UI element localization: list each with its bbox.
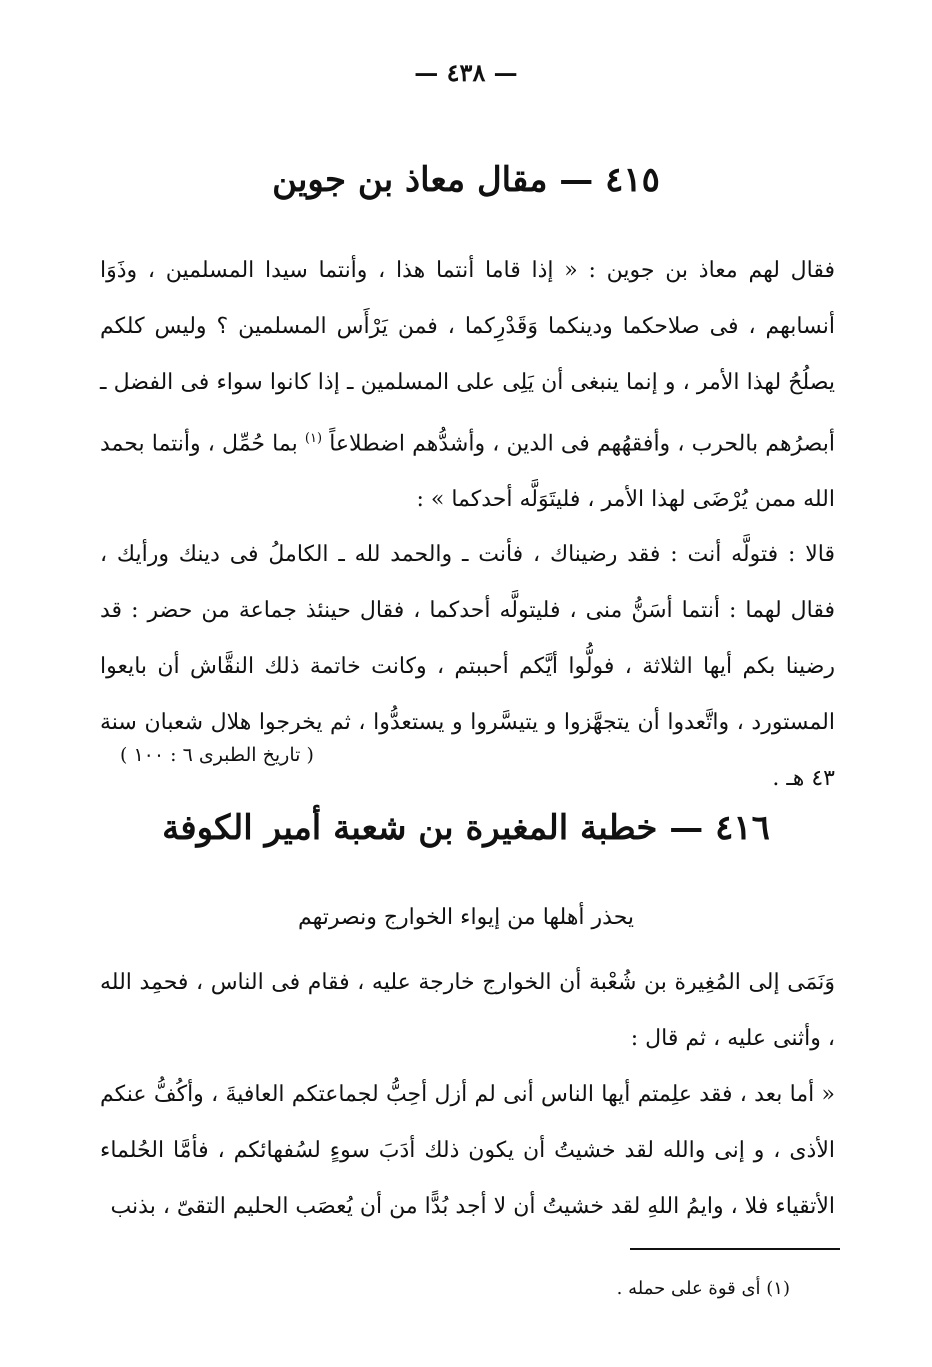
source-citation: ( تاريخ الطبرى ٦ : ١٠٠ ) — [120, 744, 314, 766]
paragraph-sermon: « أما بعد ، فقد علِمتم أيها الناس أنى لم أزل أحِبُّ لجماعتكم العافيةَ ، وأكُفُّ عنكم الأذى ، و إنى والله لقد خشيتُ أن يكون ذلك أدَبَ سوءٍ لسُفهائكم ، فأمَّا الحُلماء الأتقياء فلا ، وايمُ اللهِ لقد خشيتُ أن لا أجد بُدًّا من أن يُعصَب الحليم التقىّ ، بذنب — [100, 1082, 835, 1219]
paragraph-text: فقال لهم معاذ بن جوين : « إذا قاما أنتما هذا ، وأنتما سيدا المسلمين ، وذَوَا أنسابهم ، فى صلاحكما ودينكما وَقَدْرِكما ، فمن يَرْأَس المسلمين ؟ وليس كلكم يصلُحُ لهذا الأمر ، و إنما ينبغى أن يَلِى على المسلمين ـ إذا كانوا سواء فى الفضل ـ أبصرُهم بالحرب ، وأفقهُهم فى الدين ، وأشدُّهم اضطلاعاً — [100, 258, 835, 457]
paragraph-intro: وَنَمَى إلى المُغِيرة بن شُعْبة أن الخوارج خارجة عليه ، فقام فى الناس ، فحمِد الله ، وأثنى عليه ، ثم قال : — [100, 970, 835, 1051]
footnote: (١) أى قوة على حمله . — [616, 1278, 790, 1299]
section-title-415: ٤١٥ — مقال معاذ بن جوين — [272, 160, 660, 200]
page-number: — ٤٣٨ — — [414, 58, 518, 87]
paragraph-reply: قالا : فتولَّه أنت : فقد رضيناك ، فأنت ـ والحمد لله ـ الكاملُ فى دينك ورأيك ، فقال لهما : أنتما أسَنُّ منى ، فليتولَّه أحدكما ، فقال حينئذ جماعة من حضر : قد رضينا بكم أيها الثلاثة ، فولُّوا أيَّكم أحببتم ، وكانت خاتمة ذلك النقَّاش أن بايعوا المستورد ، واتَّعدوا أن يتجهَّزوا و يتيسَّروا و يستعدُّوا ، ثم يخرجوا هلال شعبان سنة ٤٣ هـ . — [100, 542, 835, 791]
footnote-divider — [630, 1248, 840, 1250]
paragraph-text: بما حُمِّل ، وأنتما بحمد الله ممن يُرْضَى لهذا الأمر ، فليتَوَلَّه أحدكما » : — [100, 431, 835, 513]
section-title-416: ٤١٦ — خطبة المغيرة بن شعبة أمير الكوفة — [162, 808, 770, 848]
paragraph-muadh-speech — [100, 243, 835, 528]
footnote-marker: (١) — [304, 431, 323, 446]
section-subtitle: يحذر أهلها من إيواء الخوارج ونصرتهم — [297, 905, 635, 930]
